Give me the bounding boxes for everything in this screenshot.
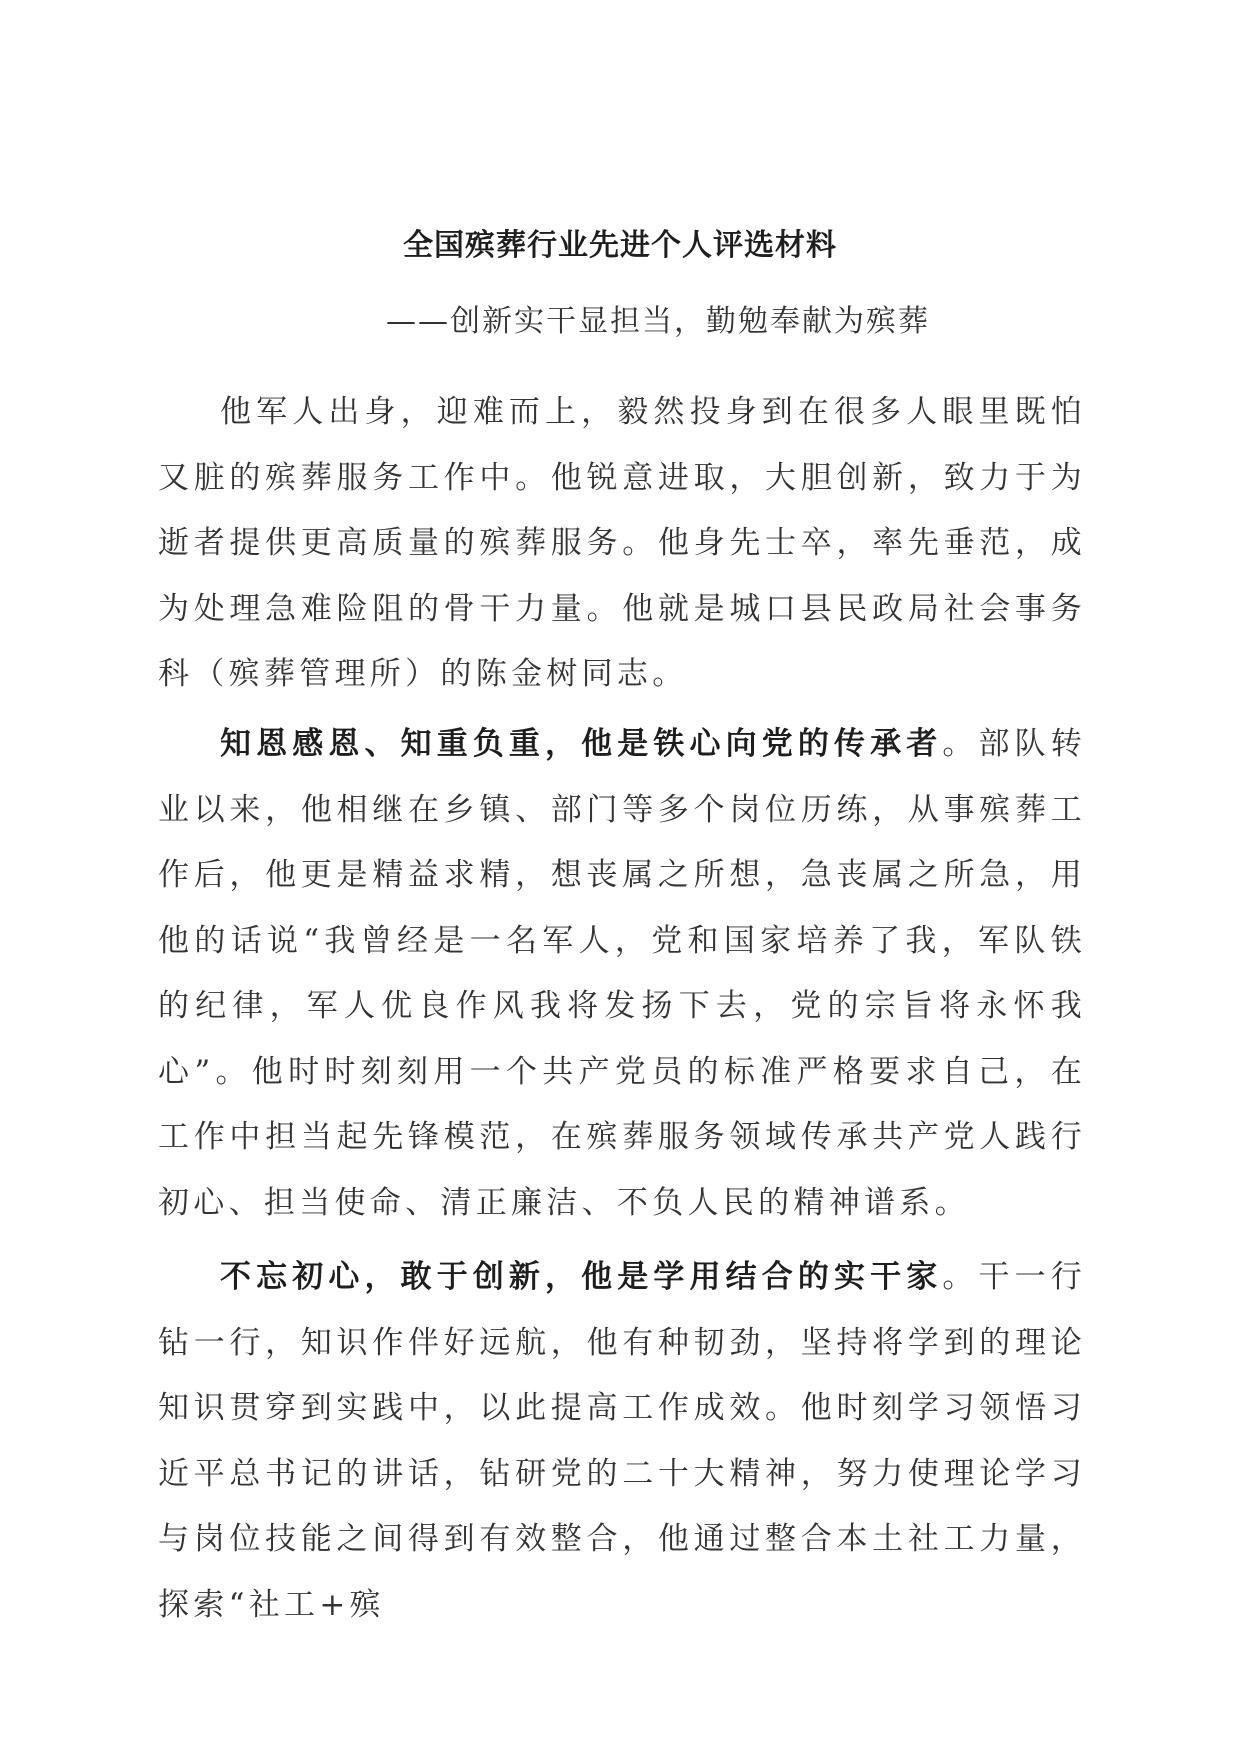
paragraph-lead-heading: 知恩感恩、知重负重，他是铁心向党的传承者	[220, 726, 943, 762]
paragraph-text: 。干一行钻一行，知识作伴好远航，他有种韧劲，坚持将学到的理论知识贯穿到实践中，以此提高工作成效。他时刻学习领悟习近平总书记的讲话，钻研党的二十大精神，努力使理论学习与岗位技能之间得到有效整合，他通过整合本土社工力量，探索“社工+殡	[158, 1259, 1086, 1623]
body-paragraph-intro	[158, 380, 1086, 708]
paragraph-lead-heading: 不忘初心，敢于创新，他是学用结合的实干家	[220, 1259, 943, 1295]
body-paragraph-innovation	[158, 1245, 1086, 1638]
paragraph-text: 他军人出身，迎难而上，毅然投身到在很多人眼里既怕又脏的殡葬服务工作中。他锐意进取，大胆创新，致力于为逝者提供更高质量的殡葬服务。他身先士卒，率先垂范，成为处理急难险阻的骨干力量。他就是城口县民政局社会事务科（殡葬管理所）的陈金树同志。	[158, 394, 1086, 692]
body-paragraph-loyalty	[158, 712, 1086, 1236]
document-title: 全国殡葬行业先进个人评选材料	[403, 228, 837, 263]
paragraph-text: 。部队转业以来，他相继在乡镇、部门等多个岗位历练，从事殡葬工作后，他更是精益求精，想丧属之所想，急丧属之所急，用他的话说“我曾经是一名军人，党和国家培养了我，军队铁的纪律，军人优良作风我将发扬下去，党的宗旨将永怀我心”。他时时刻刻用一个共产党员的标准严格要求自己，在工作中担当起先锋模范，在殡葬服务领域传承共产党人践行初心、担当使命、清正廉洁、不负人民的精神谱系。	[158, 726, 1086, 1221]
document-subtitle: ——创新实干显担当，勤勉奉献为殡葬	[386, 304, 930, 339]
